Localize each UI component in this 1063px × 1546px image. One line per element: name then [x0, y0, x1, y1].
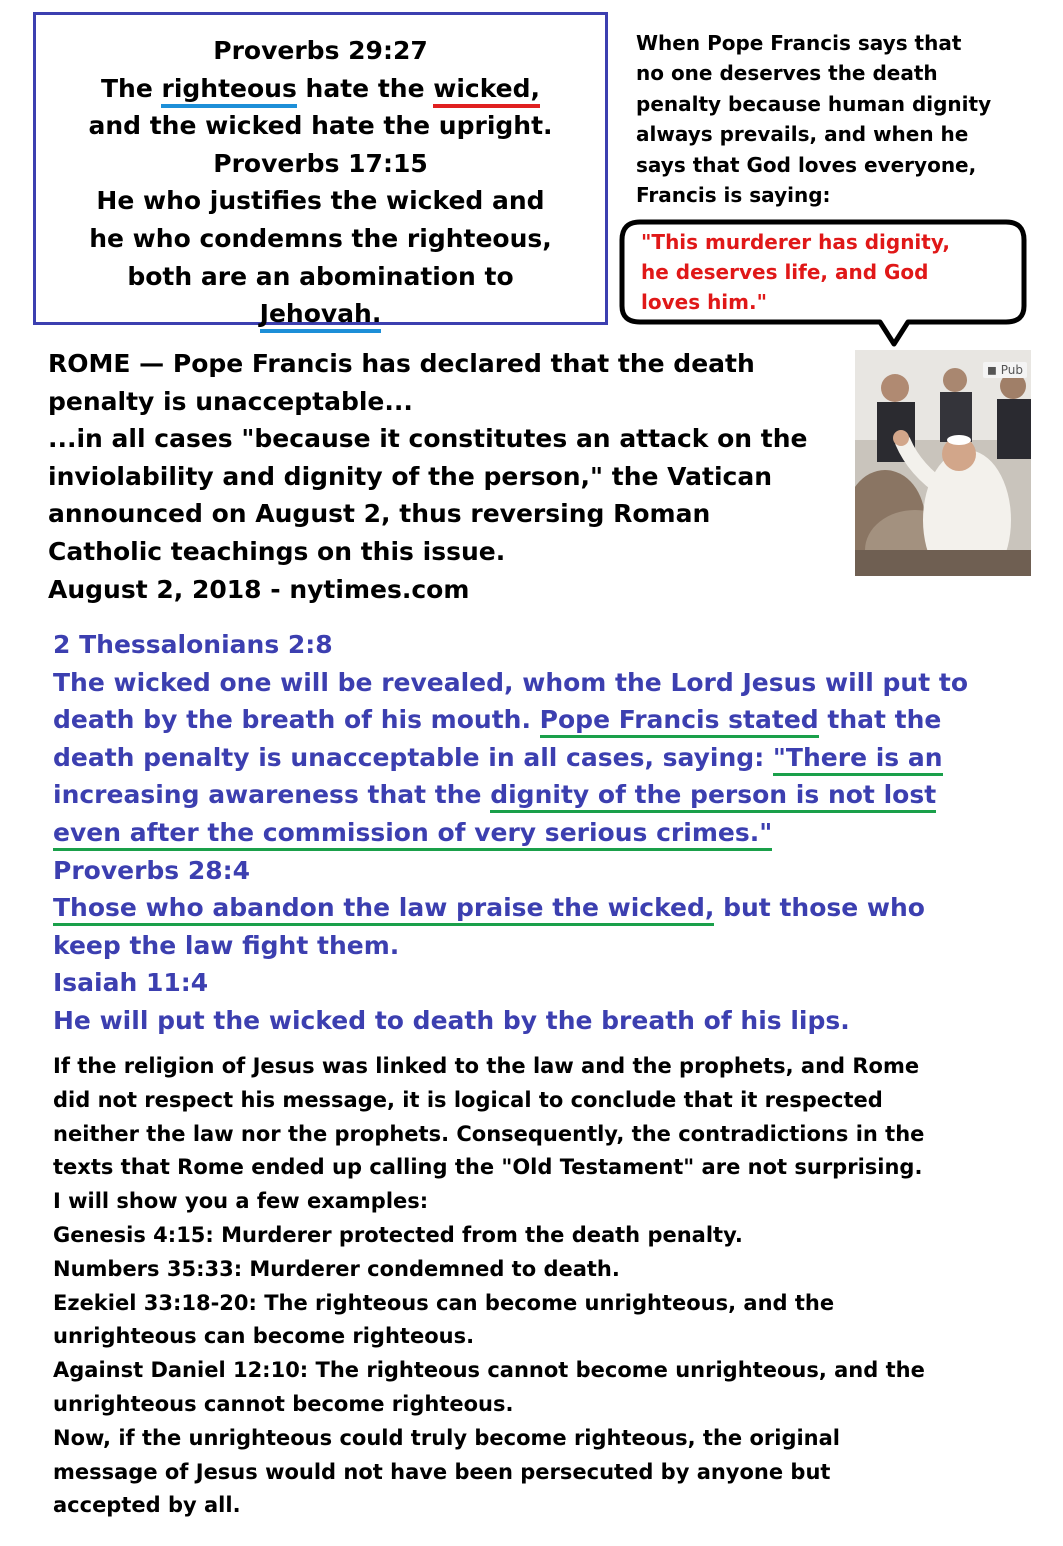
- news-line: Catholic teachings on this issue.: [48, 536, 506, 566]
- commentary-line: I will show you a few examples:: [53, 1189, 429, 1214]
- quote-verse-line: [36, 70, 605, 108]
- commentary-line: did not respect his message, it is logical to conclude that it respected: [53, 1087, 883, 1112]
- scripture-text: death by the breath of his mouth.: [53, 705, 540, 735]
- bubble-text: [641, 227, 950, 317]
- scripture-line: He will put the wicked to death by the breath of his lips.: [53, 1005, 850, 1035]
- note-line: always prevails, and when he: [636, 122, 969, 147]
- commentary-line: Against Daniel 12:10: The righteous cannot become unrighteous, and the: [53, 1358, 925, 1383]
- bubble-line: loves him.": [641, 290, 768, 314]
- scripture-line: [53, 776, 1043, 814]
- bubble-line: he deserves life, and God: [641, 260, 929, 284]
- news-line: penalty is unacceptable...: [48, 386, 413, 416]
- commentary-line: accepted by all.: [53, 1493, 241, 1518]
- commentary-line: unrighteous cannot become righteous.: [53, 1391, 514, 1416]
- highlight-quote-start: "There is an: [773, 743, 943, 776]
- quote-verse-line: both are an abomination to: [127, 261, 514, 291]
- commentary-line: Now, if the unrighteous could truly become righteous, the original: [53, 1425, 840, 1450]
- news-source-line: August 2, 2018 - nytimes.com: [48, 574, 470, 604]
- badge-text: Pub: [1000, 363, 1023, 377]
- news-line: ROME — Pope Francis has declared that the death: [48, 349, 755, 378]
- commentary-line: Ezekiel 33:18-20: The righteous can become unrighteous, and the: [53, 1290, 835, 1315]
- scripture-ref: Proverbs 28:4: [53, 855, 251, 885]
- highlight-serious-crimes: even after the commission of very serious crimes.": [53, 818, 772, 851]
- quote-text: hate the: [296, 73, 434, 103]
- commentary-line: Numbers 35:33: Murderer condemned to death.: [53, 1256, 620, 1281]
- scripture-line: [53, 701, 1043, 739]
- quote-verse-line: he who condemns the righteous,: [89, 223, 552, 253]
- quote-verse-line: He who justifies the wicked and: [96, 186, 545, 216]
- quote-text: The: [100, 73, 162, 103]
- note-line: no one deserves the death: [636, 61, 938, 86]
- speech-bubble: [618, 218, 1028, 348]
- news-excerpt: [48, 345, 848, 608]
- quote-ref-proverbs-29-27: Proverbs 29:27: [213, 36, 428, 65]
- scripture-ref: 2 Thessalonians 2:8: [53, 630, 333, 659]
- scripture-line: [53, 814, 1043, 852]
- commentary-line: unrighteous can become righteous.: [53, 1324, 475, 1349]
- commentary: [53, 1050, 1043, 1523]
- scripture-text: increasing awareness that the: [53, 780, 491, 810]
- photo-badge: [983, 362, 1027, 378]
- badge-icon: ◼: [986, 363, 997, 377]
- underlined-jehovah: Jehovah.: [260, 299, 382, 333]
- news-line: ...in all cases "because it constitutes an attack on the: [48, 424, 808, 454]
- news-line: announced on August 2, thus reversing Roman: [48, 499, 711, 529]
- scripture-line: keep the law fight them.: [53, 930, 400, 960]
- scripture-section: [53, 626, 1043, 1040]
- note-line: says that God loves everyone,: [636, 152, 977, 177]
- highlight-pope-francis-stated: Pope Francis stated: [540, 705, 819, 738]
- news-line: inviolability and dignity of the person," the Vatican: [48, 461, 773, 491]
- underlined-righteous: righteous: [161, 74, 296, 108]
- note-line: When Pope Francis says that: [636, 31, 962, 55]
- highlight-dignity: dignity of the person is not lost: [490, 780, 936, 813]
- pope-photo: [855, 350, 1031, 576]
- commentary-line: If the religion of Jesus was linked to the law and the prophets, and Rome: [53, 1054, 920, 1078]
- quote-ref-proverbs-17-15: Proverbs 17:15: [213, 148, 428, 178]
- commentary-line: texts that Rome ended up calling the "Old Testament" are not surprising.: [53, 1155, 923, 1180]
- scripture-line: The wicked one will be revealed, whom the Lord Jesus will put to: [53, 667, 968, 697]
- quote-verse-line: [36, 295, 605, 333]
- quote-verse-line: and the wicked hate the upright.: [88, 111, 553, 141]
- note-line: Francis is saying:: [636, 183, 831, 208]
- highlight-praise-wicked: Those who abandon the law praise the wicked,: [53, 893, 714, 926]
- commentary-line: neither the law nor the prophets. Consequently, the contradictions in the: [53, 1121, 925, 1146]
- scripture-ref: Isaiah 11:4: [53, 968, 209, 998]
- scripture-line: [53, 739, 1043, 777]
- scripture-line: [53, 889, 1043, 927]
- scripture-text: death penalty is unacceptable in all cases, saying:: [53, 742, 773, 772]
- proverbs-quote-box: [33, 12, 608, 329]
- francis-note: [636, 28, 1036, 210]
- commentary-line: message of Jesus would not have been persecuted by anyone but: [53, 1459, 831, 1484]
- bubble-line: "This murderer has dignity,: [641, 230, 950, 254]
- note-line: penalty because human dignity: [636, 91, 992, 116]
- scripture-text: that the: [818, 705, 942, 735]
- scripture-text: but those who: [714, 893, 925, 923]
- commentary-line: Genesis 4:15: Murderer protected from the death penalty.: [53, 1222, 743, 1247]
- underlined-wicked: wicked,: [433, 74, 540, 108]
